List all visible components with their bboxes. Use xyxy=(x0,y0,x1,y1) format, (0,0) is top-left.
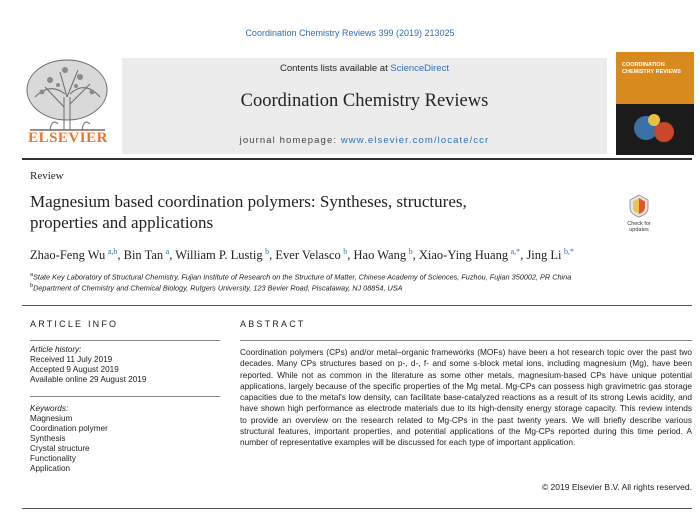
author-affiliation-marker[interactable]: a xyxy=(165,247,170,256)
keyword-item: Magnesium xyxy=(30,414,73,423)
accepted-date: Accepted 9 August 2019 xyxy=(30,365,119,374)
sciencedirect-link[interactable]: ScienceDirect xyxy=(390,63,449,74)
homepage-line xyxy=(122,135,607,146)
keywords-block xyxy=(30,404,108,474)
article-info-heading: ARTICLE INFO xyxy=(30,319,119,329)
header-rule xyxy=(22,158,692,160)
cover-title-line-2: CHEMISTRY REVIEWS xyxy=(622,68,681,75)
cover-title xyxy=(622,62,681,75)
section-rule xyxy=(22,305,692,306)
history-rule xyxy=(30,396,220,397)
author-list: Zhao-Feng Wu $^{a,b}$, Bin Tan $^a$, William P. Lustig $^b$, Ever Velasco $^b$, Hao Wang $^b$, Xiao-Ying Huang $^{a,*}$, Jing Li $^{b,*}$ xyxy=(30,247,575,263)
title-line-1: Magnesium based coordination polymers: Syntheses, structures, xyxy=(30,192,467,211)
footer-rule xyxy=(22,508,692,509)
journal-title: Coordination Chemistry Reviews xyxy=(240,91,489,111)
author-affiliation-marker[interactable]: b xyxy=(343,247,348,256)
journal-citation[interactable]: Coordination Chemistry Reviews 399 (2019) 213025 xyxy=(245,28,455,38)
copyright-notice: © 2019 Elsevier B.V. All rights reserved. xyxy=(541,482,692,492)
affiliation-b-marker: b xyxy=(30,283,34,289)
abstract-rule xyxy=(240,340,692,341)
author-affiliation-marker[interactable]: b,* xyxy=(564,247,575,256)
keyword-item: Functionality xyxy=(30,454,76,463)
author-name[interactable]: Ever Velasco xyxy=(275,248,341,263)
affiliation-a xyxy=(30,272,571,281)
homepage-prefix: journal homepage: xyxy=(239,135,341,146)
affiliation-b-text: Department of Chemistry and Chemical Biology, Rutgers University, 123 Bevier Road, Piscataway, NJ 08854, USA xyxy=(33,283,403,293)
article-info-rule xyxy=(30,340,220,341)
author-affiliation-marker[interactable]: b xyxy=(265,247,270,256)
keyword-item: Synthesis xyxy=(30,434,66,443)
journal-masthead xyxy=(122,58,607,154)
author-affiliation-marker[interactable]: b xyxy=(408,247,413,256)
author-name[interactable]: Zhao-Feng Wu xyxy=(30,248,106,263)
affiliation-a-text: State Key Laboratory of Structural Chemistry, Fujian Institute of Research on the Structure of Matter, Chinese Academy of Sciences, Fuzhou, Fujian 350002, PR China xyxy=(33,272,572,282)
article-title xyxy=(30,191,590,233)
author-name[interactable]: Jing Li xyxy=(526,248,562,263)
affiliation-a-marker: a xyxy=(30,272,34,278)
title-line-2: properties and applications xyxy=(30,213,214,232)
homepage-link[interactable]: www.elsevier.com/locate/ccr xyxy=(340,135,490,146)
author-affiliation-marker[interactable]: a,* xyxy=(510,247,521,256)
author-name[interactable]: Bin Tan xyxy=(123,248,164,263)
keyword-item: Coordination polymer xyxy=(30,424,108,433)
author-affiliation-marker[interactable]: a,b xyxy=(107,247,118,256)
history-label: Article history: xyxy=(30,345,82,354)
affiliation-b xyxy=(30,283,403,292)
author-name[interactable]: William P. Lustig xyxy=(175,248,263,263)
cover-title-line-1: COORDINATION xyxy=(622,62,665,68)
abstract-heading: ABSTRACT xyxy=(240,319,306,329)
cover-art-icon xyxy=(626,108,684,150)
keywords-label: Keywords: xyxy=(30,404,69,413)
cover-band xyxy=(616,52,694,104)
article-history xyxy=(30,345,146,385)
check-for-updates-button[interactable] xyxy=(619,193,659,239)
abstract-text: Coordination polymers (CPs) and/or metal–organic frameworks (MOFs) have been a hot research topic over the past two decades. Many CPs structures based on p-, d-, f- and some s-block metal ions, including magnesium (Mg), have been reported. While not as common in the literature as some other metals, magnesium-based CPs have unique potential applications, largely because of the specific properties of the Mg metal. Mg-CPs can possess high gravimetric gas storage capacities due to the metal's low density, can facilitate base-catalyzed reactions as a result of its strong Lewis acidity, and have shown high performance as electrode materials due to its high-density energy storage capacity. This review intends to provide an overview on the research related to Mg-CPs in the past twenty years. We will briefly describe various structural features, important properties, and potential applications of the Mg-CPs reported during this time period. A number of representative examples will be discussed for each type of important application. xyxy=(240,347,692,448)
elsevier-wordmark: ELSEVIER xyxy=(28,130,108,146)
received-date: Received 11 July 2019 xyxy=(30,355,113,364)
article-type: Review xyxy=(30,170,64,182)
contents-line xyxy=(122,63,607,74)
check-label-line-1: Check for xyxy=(627,221,651,227)
journal-cover xyxy=(616,52,694,155)
author-name[interactable]: Hao Wang xyxy=(353,248,407,263)
check-for-updates-icon xyxy=(626,193,652,219)
contents-prefix: Contents lists available at xyxy=(280,63,391,74)
online-date: Available online 29 August 2019 xyxy=(30,375,147,384)
check-label-line-2: updates xyxy=(629,227,649,233)
keyword-item: Application xyxy=(30,464,71,473)
author-name[interactable]: Xiao-Ying Huang xyxy=(418,248,509,263)
check-for-updates-label xyxy=(619,221,659,233)
keyword-item: Crystal structure xyxy=(30,444,90,453)
